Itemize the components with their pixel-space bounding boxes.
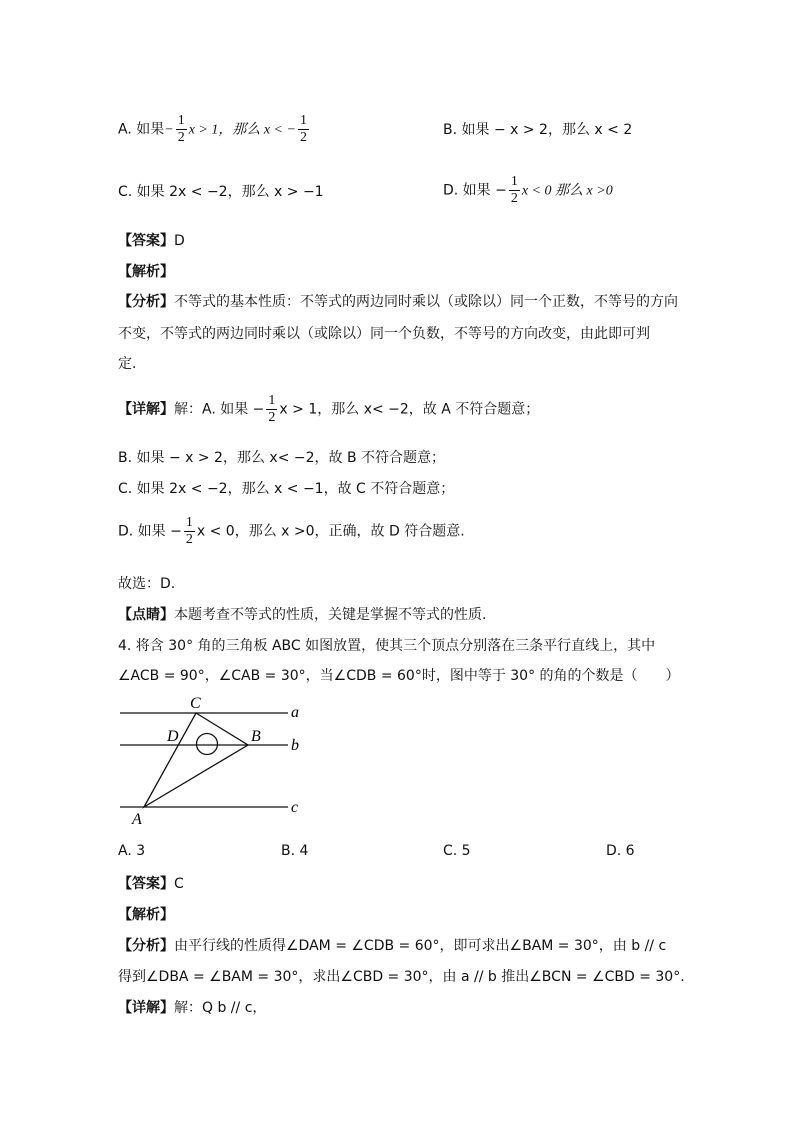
label-line-a: a <box>291 704 299 721</box>
q3-detail-d: D. 如果 − $\frac{1}{2}$ x < 0，那么 x >0，正确，故 D 符合题意. <box>118 515 465 547</box>
q4-option-c: C. 5 <box>443 843 471 859</box>
q4-analysis-line-1: 【分析】由平行线的性质得∠DAM = ∠CDB = 60°，即可求出∠BAM = 30°，由 b // c <box>118 938 667 954</box>
q4-option-b: B. 4 <box>281 843 309 859</box>
q3-choice: 故选：D. <box>118 576 176 592</box>
q3-analysis-tag: 【解析】 <box>118 264 174 280</box>
label-b: B <box>251 728 261 745</box>
q4-stem-line-1: 4. 将含 30° 角的三角板 ABC 如图放置，使其三个顶点分别落在三条平行直线上，其中 <box>118 638 656 654</box>
q3-analysis-line-3: 定. <box>118 356 137 372</box>
q3-detail-b: B. 如果 − x > 2，那么 x< −2，故 B 不符合题意； <box>118 450 446 466</box>
label-d: D <box>167 728 179 745</box>
q3-option-c: C. 如果 2x < −2，那么 x > −1 <box>118 184 324 200</box>
fraction: $\frac{1}{2}$ <box>177 113 185 145</box>
q3-option-b: B. 如果 − x > 2，那么 x < 2 <box>443 122 633 138</box>
q4-option-a: A. 3 <box>118 843 146 859</box>
q4-analysis-line-2: 得到∠DBA = ∠BAM = 30°，求出∠CBD = 30°，由 a // b 推出∠BCN = ∠CBD = 30°. <box>118 969 685 985</box>
label-c: C <box>190 695 201 712</box>
q3-comment: 【点睛】本题考查不等式的性质，关键是掌握不等式的性质. <box>118 607 487 623</box>
fraction: $\frac{1}{2}$ <box>268 393 276 425</box>
q3-answer: 【答案】D <box>118 233 185 249</box>
circle-mark <box>197 734 218 755</box>
q4-answer: 【答案】C <box>118 876 184 892</box>
fraction: $\frac{1}{2}$ <box>185 515 193 547</box>
q3-detail-c: C. 如果 2x < −2，那么 x < −1，故 C 不符合题意； <box>118 481 455 497</box>
label-line-c: c <box>291 799 299 816</box>
label-line-b: b <box>291 737 299 754</box>
fraction: $\frac{1}{2}$ <box>510 174 518 206</box>
label-a: A <box>132 811 142 828</box>
fraction: $\frac{1}{2}$ <box>299 113 307 145</box>
q3-option-d: D. 如果 − $\frac{1}{2}$ x < 0 那么 x >0 <box>443 174 613 206</box>
triangle-abc <box>144 713 248 807</box>
q3-detail-a: 【详解】解：A. 如果 − $\frac{1}{2}$ x > 1，那么 x< −2，故 A 不符合题意； <box>118 393 540 425</box>
q3-option-a: A. 如果− $\frac{1}{2}$ x > 1，那么 x < − $\frac{1}{2}$ <box>118 113 307 145</box>
q4-analysis-tag: 【解析】 <box>118 907 174 923</box>
q4-stem-line-2: ∠ACB = 90°，∠CAB = 30°，当∠CDB = 60°时，图中等于 30° 的角的个数是（ ） <box>118 668 680 684</box>
q3-analysis-line-1: 【分析】不等式的基本性质：不等式的两边同时乘以（或除以）同一个正数，不等号的方向 <box>118 294 678 310</box>
q3-analysis-line-2: 不变，不等式的两边同时乘以（或除以）同一个负数，不等号的方向改变，由此即可判 <box>118 326 650 342</box>
q4-option-d: D. 6 <box>606 843 635 859</box>
q4-detail: 【详解】解：Q b // c， <box>118 1000 267 1016</box>
q4-figure <box>110 690 320 830</box>
